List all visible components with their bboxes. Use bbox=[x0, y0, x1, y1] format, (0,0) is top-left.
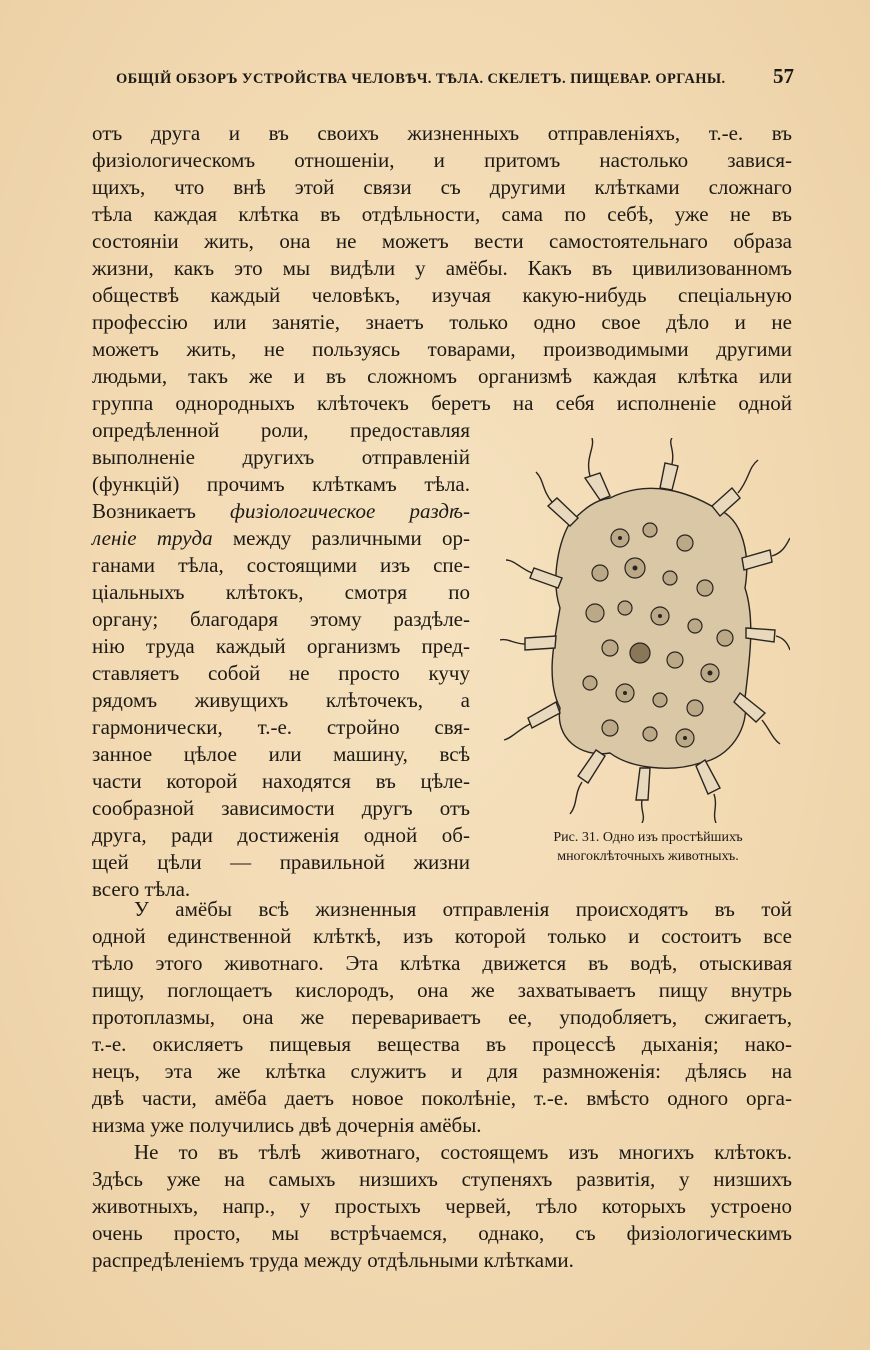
text-line: протоплазмы, она же перевариваетъ ее, уподобляетъ, сжигаетъ, bbox=[92, 1005, 792, 1029]
text-line: тѣла каждая клѣтка въ отдѣльности, сама по себѣ, уже не въ bbox=[92, 202, 792, 226]
caption-line: Рис. 31. Одно изъ простѣйшихъ bbox=[553, 830, 743, 845]
text-line: выполненіе другихъ отправленій bbox=[92, 445, 470, 469]
text-line: людьми, такъ же и въ сложномъ организмѣ каждая клѣтка или bbox=[92, 364, 792, 388]
text-line: (функцій) прочимъ клѣткамъ тѣла. bbox=[92, 472, 470, 496]
text-line-mixed bbox=[92, 498, 470, 525]
text-line: занное цѣлое или машину, всѣ bbox=[92, 742, 470, 766]
figure-caption bbox=[498, 828, 798, 866]
text-line: обществѣ каждый человѣкъ, изучая какую-нибудь спеціальную bbox=[92, 283, 792, 307]
text-line: друга, ради достиженія одной об- bbox=[92, 823, 470, 847]
italic-term: физіологическое раздѣ- bbox=[230, 499, 470, 523]
text-line: одной единственной клѣткѣ, изъ которой только и состоитъ все bbox=[92, 924, 792, 948]
text-line: физіологическомъ отношеніи, и притомъ настолько завися- bbox=[92, 148, 792, 172]
running-header bbox=[88, 64, 798, 90]
page-number: 57 bbox=[773, 64, 794, 88]
text-line: опредѣленной роли, предоставляя bbox=[92, 418, 470, 442]
text-line: ціальныхъ клѣтокъ, смотря по bbox=[92, 580, 470, 604]
text-line: нецъ, эта же клѣтка служитъ и для размноженія: дѣлясь на bbox=[92, 1059, 792, 1083]
text-line: т.-е. окисляетъ пищевыя вещества въ процессѣ дыханія; нако- bbox=[92, 1032, 792, 1056]
text-line: рядомъ живущихъ клѣточекъ, а bbox=[92, 688, 470, 712]
text-line: очень просто, мы встрѣчаемся, однако, съ физіологическимъ bbox=[92, 1221, 792, 1245]
text-line: щей цѣли — правильной жизни bbox=[92, 850, 470, 874]
text-fragment: Возникаетъ bbox=[92, 499, 196, 523]
text-line: группа однородныхъ клѣточекъ беретъ на себя исполненіе одной bbox=[92, 391, 792, 415]
text-line: Не то въ тѣлѣ животнаго, состоящемъ изъ многихъ клѣтокъ. bbox=[134, 1140, 792, 1164]
text-line: гармонически, т.-е. стройно свя- bbox=[92, 715, 470, 739]
text-line: щихъ, что внѣ этой связи съ другими клѣтками сложнаго bbox=[92, 175, 792, 199]
text-line: низма уже получились двѣ дочернія амёбы. bbox=[92, 1113, 482, 1137]
text-line: распредѣленіемъ труда между отдѣльными клѣтками. bbox=[92, 1248, 574, 1272]
organism-illustration bbox=[500, 438, 790, 823]
text-line-mixed bbox=[92, 525, 470, 552]
text-line: животныхъ, напр., у простыхъ червей, тѣло которыхъ устроено bbox=[92, 1194, 792, 1218]
text-line: пищу, поглощаетъ кислородъ, она же захватываетъ пищу внутрь bbox=[92, 978, 792, 1002]
header-title: ОБЩІЙ ОБЗОРЪ УСТРОЙСТВА ЧЕЛОВѢЧ. ТѢЛА. СКЕЛЕТЪ. ПИЩЕВАР. ОРГАНЫ. bbox=[116, 71, 726, 87]
text-line: органу; благодаря этому раздѣле- bbox=[92, 607, 470, 631]
text-fragment: между различными ор- bbox=[232, 526, 470, 550]
text-line: отъ друга и въ своихъ жизненныхъ отправленіяхъ, т.-е. въ bbox=[92, 121, 792, 145]
text-line: состояніи жить, она не можетъ вести самостоятельнаго образа bbox=[92, 229, 792, 253]
text-line: сообразной зависимости другъ отъ bbox=[92, 796, 470, 820]
text-line: части которой находятся въ цѣле- bbox=[92, 769, 470, 793]
text-line: всего тѣла. bbox=[92, 877, 191, 901]
caption-line: многоклѣточныхъ животныхъ. bbox=[557, 849, 739, 864]
text-line: нію труда каждый организмъ пред- bbox=[92, 634, 470, 658]
text-line: можетъ жить, не пользуясь товарами, производимыми другими bbox=[92, 337, 792, 361]
text-line: жизни, какъ это мы видѣли у амёбы. Какъ въ цивилизованномъ bbox=[92, 256, 792, 280]
text-line: Здѣсь уже на самыхъ низшихъ ступеняхъ развитія, у низшихъ bbox=[92, 1167, 792, 1191]
text-line: У амёбы всѣ жизненныя отправленія происходятъ въ той bbox=[134, 897, 792, 921]
italic-term: леніе труда bbox=[92, 526, 213, 550]
text-line: ганами тѣла, состоящими изъ спе- bbox=[92, 553, 470, 577]
text-line: двѣ части, амёба даетъ новое поколѣніе, т.-е. вмѣсто одного орга- bbox=[92, 1086, 792, 1110]
text-line: тѣло этого животнаго. Эта клѣтка движется въ водѣ, отыскивая bbox=[92, 951, 792, 975]
text-line: ставляетъ собой не просто кучу bbox=[92, 661, 470, 685]
text-line: профессію или занятіе, знаетъ только одно свое дѣло и не bbox=[92, 310, 792, 334]
